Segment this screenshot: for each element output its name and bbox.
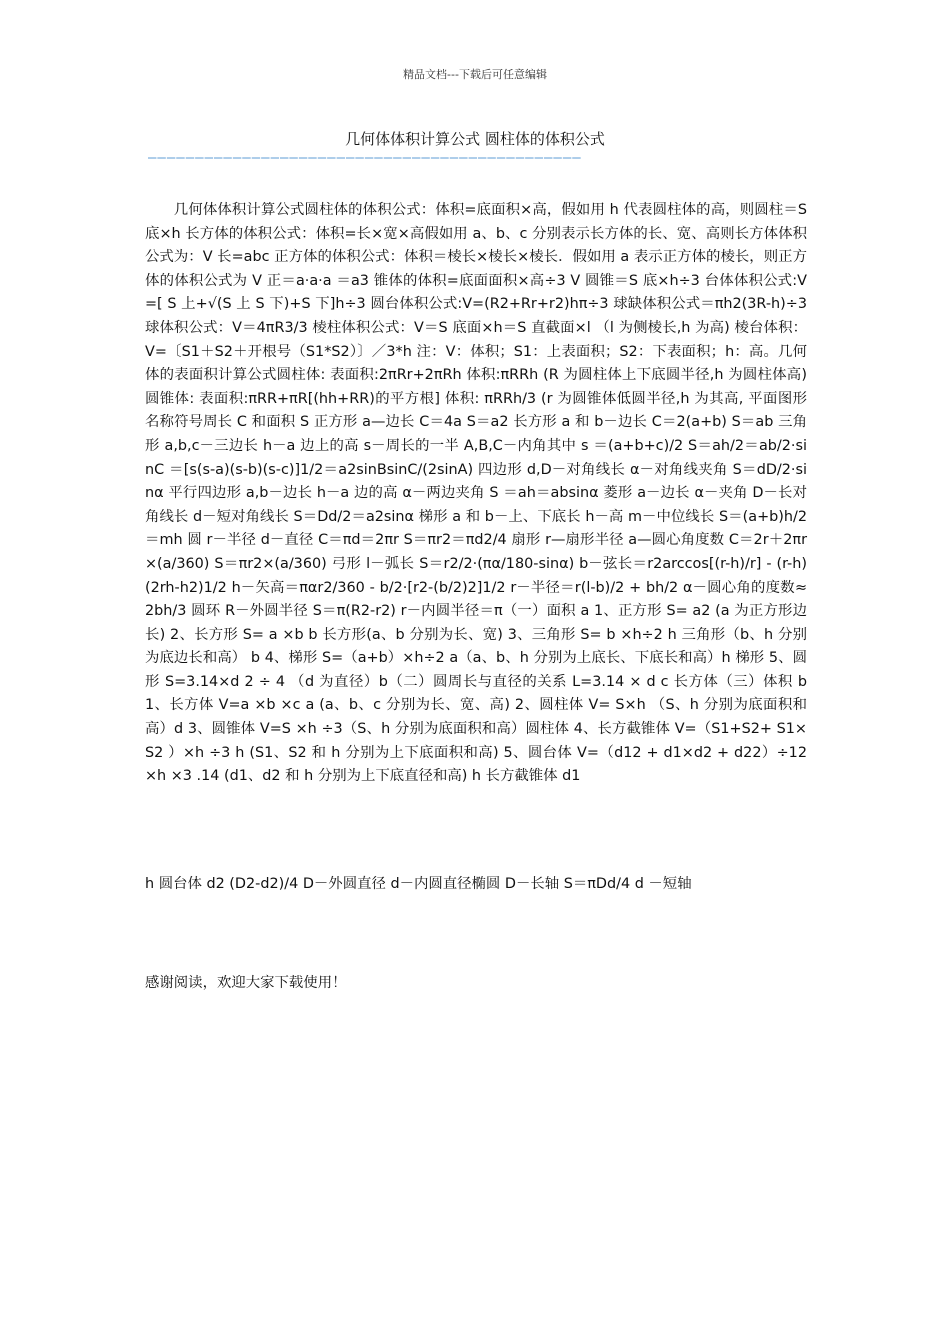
title-underline-rule: —————————————————————————————————————————————— — [148, 150, 582, 166]
page-header: 精品文档---下载后可任意编辑 — [403, 68, 547, 81]
body-paragraph-continued: h 圆台体 d2 (D2-d2)/4 D－外圆直径 d－内圆直径椭圆 D－长轴 S＝πDd/4 d －短轴 — [145, 876, 692, 892]
document-title: 几何体体积计算公式 圆柱体的体积公式 — [345, 130, 605, 148]
closing-note: 感谢阅读，欢迎大家下载使用！ — [145, 975, 347, 991]
body-paragraph: 几何体体积计算公式圆柱体的体积公式：体积=底面积×高，假如用 h 代表圆柱体的高，则圆柱＝S 底×h 长方体的体积公式：体积=长×宽×高假如用 a、b、c 分别表示长方体的长、宽、高则长方体体积公式为：V 长=abc 正方体的体积公式：体积＝棱长×棱长×棱长．假如用 a 表示正方体的棱长，则正方体的体积公式为 V 正＝a·a·a ＝a3 锥体的体积=底面面积×高÷3 V 圆锥＝S 底×h÷3 台体体积公式:V=[ S 上+√(S 上 S 下)+S 下]h÷3 圆台体积公式:V=(R2+Rr+r2)hπ÷3 球缺体积公式＝πh2(3R-h)÷3 球体积公式：V＝4πR3/3 棱柱体积公式：V＝S 底面×h＝S 直截面×l （l 为侧棱长,h 为高) 棱台体积：V=〔S1＋S2＋开根号（S1*S2）〕／3*h 注：V：体积；S1：上表面积；S2：下表面积；h：高。几何体的表面积计算公式圆柱体: 表面积:2πRr+2πRh 体积:πRRh (R 为圆柱体上下底圆半径,h 为圆柱体高) 圆锥体: 表面积:πRR+πR[(hh+RR)的平方根] 体积: πRRh/3 (r 为圆锥体低圆半径,h 为其高, 平面图形名称符号周长 C 和面积 S 正方形 a—边长 C＝4a S＝a2 长方形 a 和 b－边长 C＝2(a+b) S＝ab 三角形 a,b,c－三边长 h－a 边上的高 s－周长的一半 A,B,C－内角其中 s ＝(a+b+c)/2 S＝ah/2＝ab/2·sinC ＝[s(s-a)(s-b)(s-c)]1/2＝a2sinBsinC/(2sinA) 四边形 d,D－对角线长 α－对角线夹角 S＝dD/2·sinα 平行四边形 a,b－边长 h－a 边的高 α－两边夹角 S ＝ah＝absinα 菱形 a－边长 α－夹角 D－长对角线长 d－短对角线长 S＝Dd/2＝a2sinα 梯形 a 和 b－上、下底长 h－高 m－中位线长 S＝(a+b)h/2＝mh 圆 r－半径 d－直径 C＝πd＝2πr S＝πr2＝πd2/4 扇形 r—扇形半径 a—圆心角度数 C＝2r＋2πr×(a/360) S＝πr2×(a/360) 弓形 l－弧长 S＝r2/2·(πα/180-sinα) b－弦长＝r2arccos[(r-h)/r] - (r-h)(2rh-h2)1/2 h－矢高＝παr2/360 - b/2·[r2-(b/2)2]1/2 r－半径＝r(l-b)/2 + bh/2 α－圆心角的度数≈2bh/3 圆环 R－外圆半径 S＝π(R2-r2) r－内圆半径＝π（一）面积 a 1、正方形 S= a2 (a 为正方形边长) 2、长方形 S= a ×b b 长方形(a、b 分别为长、宽) 3、三角形 S= b ×h÷2 h 三角形（b、h 分别为底边长和高） b 4、梯形 S=（a+b）×h÷2 a（a、b、h 分别为上底长、下底长和高）h 梯形 5、圆形 S=3.14×d 2 ÷ 4 （d 为直径）b（二）圆周长与直径的关系 L=3.14 × d c 长方体（三）体积 b 1、长方体 V=a ×b ×c a (a、b、c 分别为长、宽、高) 2、圆柱体 V= S×h （S、h 分别为底面积和高）d 3、圆锥体 V=S ×h ÷3（S、h 分别为底面积和高）圆柱体 4、长方截锥体 V=（S1+S2+ S1×S2 ）×h ÷3 h (S1、S2 和 h 分别为上下底面积和高) 5、圆台体 V=（d12 + d1×d2 + d22）÷12 ×h ×3 .14 (d1、d2 和 h 分别为上下底直径和高) h 长方截锥体 d1 — [145, 202, 807, 785]
